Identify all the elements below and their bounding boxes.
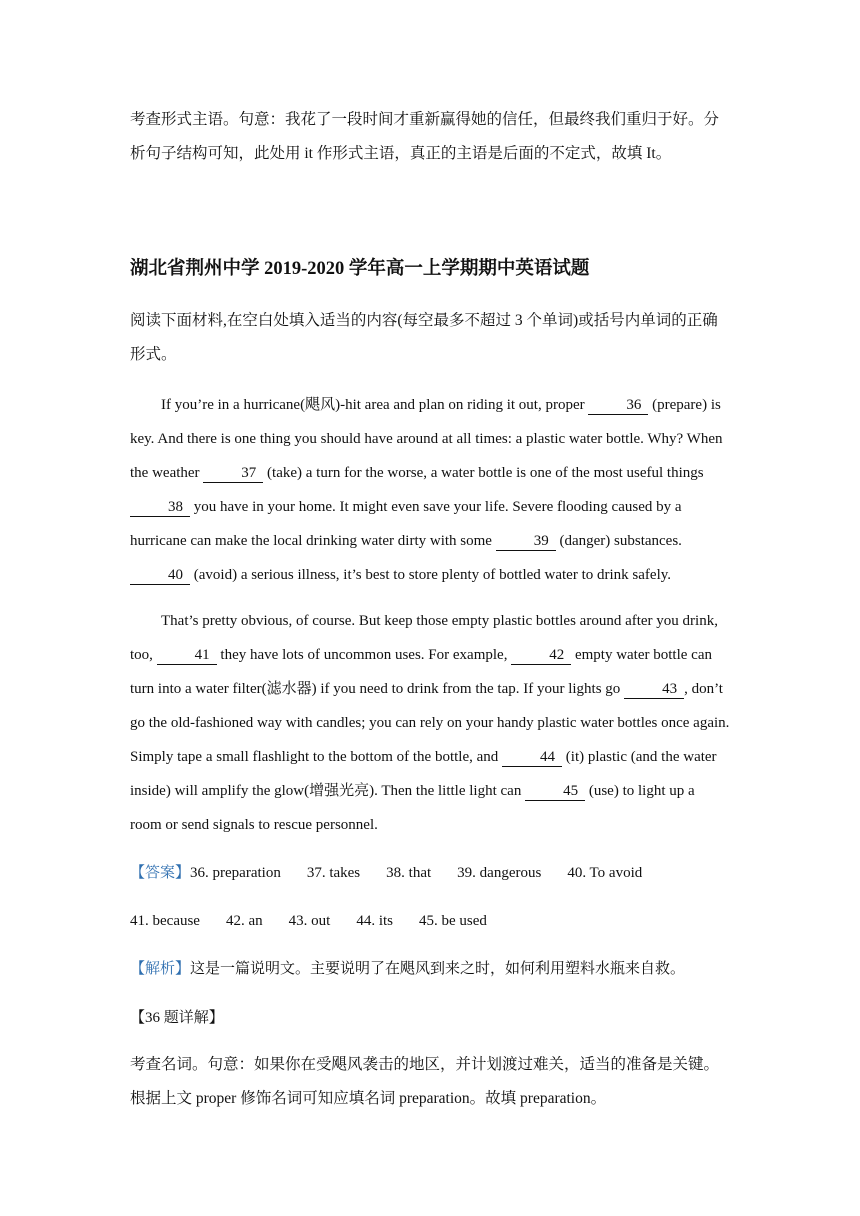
detail-block xyxy=(130,1048,730,1116)
answer-item: 36. preparation xyxy=(190,865,281,881)
text-run: (danger) substances. xyxy=(555,533,682,549)
text-run: (prepare) is key. And there is one thing you should have around at all times: a plastic water bottle. Why? When the weather xyxy=(130,397,723,481)
intro-explanation xyxy=(130,103,730,171)
blank-43: 43 xyxy=(624,681,684,699)
blank-39: 39 xyxy=(496,533,556,551)
answers-line-1 xyxy=(130,861,770,885)
answers-line-2 xyxy=(130,909,770,933)
blank-42: 42 xyxy=(511,647,571,665)
intro-explanation-text: 考查形式主语。句意：我花了一段时间才重新赢得她的信任，但最终我们重归于好。分析句子结构可知，此处用 it 作形式主语，真正的主语是后面的不定式，故填 It。 xyxy=(130,111,720,162)
blank-36: 36 xyxy=(588,397,648,415)
answer-item: 39. dangerous xyxy=(457,865,542,881)
passage-paragraph-2 xyxy=(130,604,730,842)
answer-item: 45. be used xyxy=(419,913,487,929)
answer-item: 44. its xyxy=(356,913,393,929)
passage-paragraph-1 xyxy=(130,388,730,592)
answer-item: 40. To avoid xyxy=(567,865,643,881)
text-run: (it) plastic (and the water inside) will amplify the glow(增强光亮). Then the little light can xyxy=(130,749,717,799)
blank-41: 41 xyxy=(157,647,217,665)
paragraph-1-text xyxy=(130,388,730,592)
instruction-text: 阅读下面材料,在空白处填入适当的内容(每空最多不超过 3 个单词)或括号内单词的正确形式。 xyxy=(130,312,718,363)
text-run: , don’t go the old-fashioned way with candles; you can rely on your handy plastic water bottles once again. Simply tape a small flashlight to the bottom of the bottle, and xyxy=(130,681,730,765)
text-run: (take) a turn for the worse, a water bottle is one of the most useful things xyxy=(263,465,704,481)
answer-item: 41. because xyxy=(130,913,200,929)
text-run: they have lots of uncommon uses. For example, xyxy=(216,647,512,663)
section-title: 湖北省荆州中学 2019-2020 学年高一上学期期中英语试题 xyxy=(130,259,590,279)
blank-44: 44 xyxy=(502,749,562,767)
answers-row-1 xyxy=(130,861,770,885)
text-run: you have in your home. It might even save your life. Severe flooding caused by a hurricane can make the local drinking water dirty with some xyxy=(130,499,682,549)
instruction-block xyxy=(130,304,730,372)
blank-45: 45 xyxy=(525,783,585,801)
detail-heading-block xyxy=(130,1006,730,1030)
analysis-line xyxy=(130,957,770,981)
analysis-label: 【解析】 xyxy=(130,961,191,977)
answers-row-2 xyxy=(130,909,770,933)
answer-label: 【答案】 xyxy=(130,865,191,881)
paragraph-2-text xyxy=(130,604,730,842)
section-title-block xyxy=(130,254,730,284)
analysis-block xyxy=(130,957,770,981)
text-run: (avoid) a serious illness, it’s best to store plenty of bottled water to drink safely. xyxy=(190,567,672,583)
blank-37: 37 xyxy=(203,465,263,483)
answer-item: 42. an xyxy=(225,913,263,929)
answer-item: 43. out xyxy=(288,913,331,929)
answer-item: 38. that xyxy=(386,865,432,881)
detail-heading: 【36 题详解】 xyxy=(130,1010,224,1026)
text-run: That’s pretty obvious, of course. But keep those empty plastic bottles around after you drink, too, xyxy=(130,613,718,663)
blank-38: 38 xyxy=(130,499,190,517)
text-run: If you’re in a hurricane(飓风)-hit area and plan on riding it out, proper xyxy=(161,397,589,413)
answer-item: 37. takes xyxy=(306,865,361,881)
text-run: (use) to light up a room or send signals to rescue personnel. xyxy=(130,783,695,833)
blank-40: 40 xyxy=(130,567,190,585)
text-run: empty water bottle can turn into a water filter(滤水器) if you need to drink from the tap. If your lights go xyxy=(130,647,712,697)
detail-text: 考查名词。句意：如果你在受飓风袭击的地区，并计划渡过难关，适当的准备是关键。根据上文 proper 修饰名词可知应填名词 preparation。故填 preparation。 xyxy=(130,1056,720,1107)
analysis-text: 这是一篇说明文。主要说明了在飓风到来之时，如何利用塑料水瓶来自救。 xyxy=(190,961,686,977)
